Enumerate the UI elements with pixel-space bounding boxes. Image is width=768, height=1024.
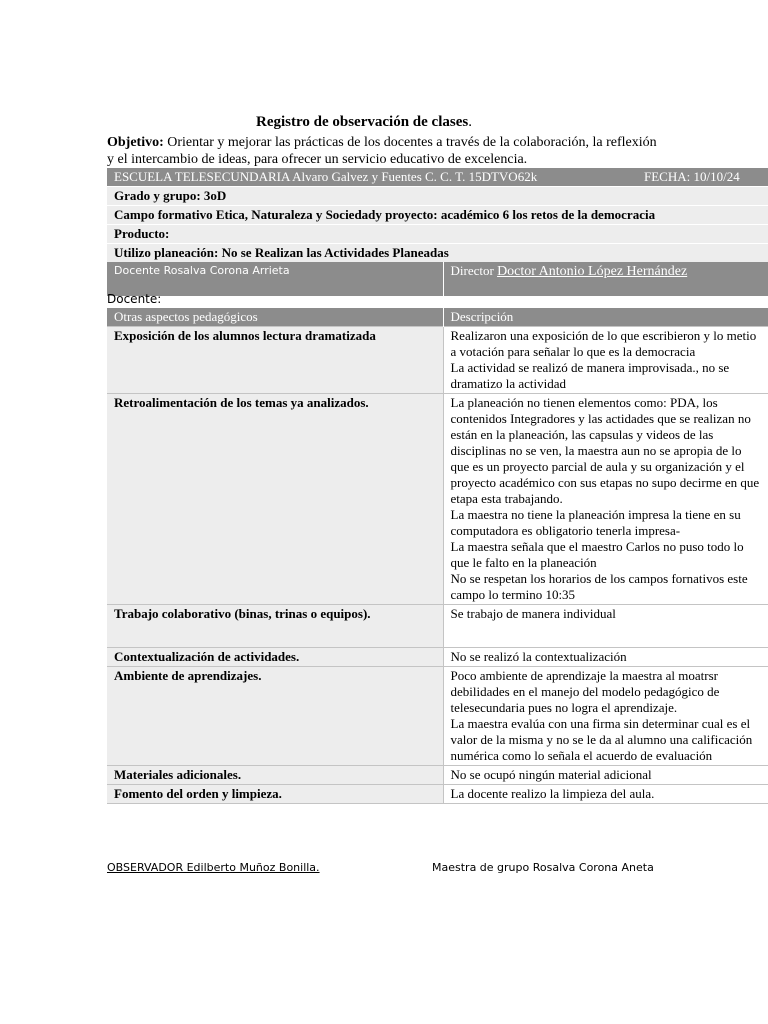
date-field: FECHA: 10/10/24 [640, 168, 768, 187]
aspect-description [443, 667, 768, 766]
producto-field: Producto: [107, 225, 768, 244]
signatures [107, 861, 727, 874]
director-name: Doctor Antonio López Hernández [497, 264, 688, 279]
teacher-signature: Maestra de grupo Rosalva Corona Aneta [432, 861, 654, 874]
title-text: Registro de observación de clases [256, 114, 469, 130]
description-line: Realizaron una exposición de lo que escribieron y lo metio a votación para señalar lo que es la democracia [450, 328, 757, 359]
description-line: La maestra señala que el maestro Carlos no puso todo lo que le falto en la planeación [450, 539, 744, 570]
description-line: La actividad se realizó de manera improvisada., no se dramatizo la actividad [450, 360, 730, 391]
document-title [256, 114, 472, 131]
aspect-description [443, 605, 768, 648]
aspect-description [443, 648, 768, 667]
aspects-col2-header: Descripción [443, 308, 768, 327]
planeacion-row [107, 244, 768, 263]
aspect-name: Ambiente de aprendizajes. [107, 667, 443, 766]
description-line: La maestra no tiene la planeación impresa la tiene en su computadora es obligatorio tenerla impresa- [450, 507, 741, 538]
school-row [107, 168, 768, 187]
aspect-row [107, 648, 768, 667]
aspect-description [443, 785, 768, 804]
grade-row [107, 187, 768, 206]
aspect-name: Exposición de los alumnos lectura dramatizada [107, 327, 443, 394]
aspects-col1-header: Otras aspectos pedagógicos [107, 308, 443, 327]
aspect-row [107, 667, 768, 766]
title-period: . [468, 114, 472, 130]
aspect-name: Fomento del orden y limpieza. [107, 785, 443, 804]
aspect-row [107, 785, 768, 804]
description-line: La maestra evalúa con una firma sin determinar cual es el valor de la misma y no se le da al alumno una calificación numérica como lo señala el acuerdo de evaluación [450, 716, 753, 763]
producto-row [107, 225, 768, 244]
description-line: No se ocupó ningún material adicional [450, 767, 652, 782]
description-line: No se respetan los horarios de los campos fornativos este campo lo termino 10:35 [450, 571, 748, 602]
objective-paragraph [107, 134, 667, 168]
aspect-row [107, 605, 768, 648]
aspect-row [107, 766, 768, 785]
header-table [107, 168, 768, 296]
director-field [443, 262, 768, 296]
objective-label: Objetivo: [107, 135, 164, 150]
aspect-description [443, 766, 768, 785]
description-line: No se realizó la contextualización [450, 649, 627, 664]
aspect-name: Materiales adicionales. [107, 766, 443, 785]
observer-signature: OBSERVADOR Edilberto Muñoz Bonilla. [107, 861, 320, 874]
aspects-header-row [107, 308, 768, 327]
grade-field: Grado y grupo: 3oD [107, 187, 768, 206]
description-line: Se trabajo de manera individual [450, 606, 616, 621]
aspects-table [107, 308, 768, 804]
aspect-description [443, 394, 768, 605]
aspect-row [107, 327, 768, 394]
objective-text: Orientar y mejorar las prácticas de los docentes a través de la colaboración, la reflexión y el intercambio de ideas, para ofrecer un servicio educativo de excelencia. [107, 135, 657, 167]
description-line: La planeación no tienen elementos como: PDA, los contenidos Integradores y las actidades que se realizan no están en la planeación, las capsulas y videos de las disciplinas no se ven, la maestra aun no se apropia de lo que es un proyecto parcial de aula y su organización y el proyecto académico con sus etapas no supo decirme en que etapa esta trabajando. [450, 395, 760, 506]
planeacion-field: Utilizo planeación: No se Realizan las Actividades Planeadas [107, 244, 768, 263]
aspect-name: Trabajo colaborativo (binas, trinas o equipos). [107, 605, 443, 648]
docente-label: Docente: [107, 292, 162, 306]
description-line: La docente realizo la limpieza del aula. [450, 786, 655, 801]
director-label: Director [450, 263, 498, 278]
school-name: ESCUELA TELESECUNDARIA Alvaro Galvez y Fuentes C. C. T. 15DTVO62k [107, 168, 640, 187]
aspect-name: Contextualización de actividades. [107, 648, 443, 667]
campo-row [107, 206, 768, 225]
description-line: Poco ambiente de aprendizaje la maestra al moatrsr debilidades en el manejo del modelo pedagógico de telesecundaria pues no logra el aprendizaje. [450, 668, 720, 715]
aspect-description [443, 327, 768, 394]
aspect-name: Retroalimentación de los temas ya analizados. [107, 394, 443, 605]
campo-field: Campo formativo Etica, Naturaleza y Sociedady proyecto: académico 6 los retos de la democracia [107, 206, 768, 225]
docente-field: Docente Rosalva Corona Arrieta [107, 262, 443, 296]
docente-director-row [107, 262, 768, 296]
aspect-row [107, 394, 768, 605]
